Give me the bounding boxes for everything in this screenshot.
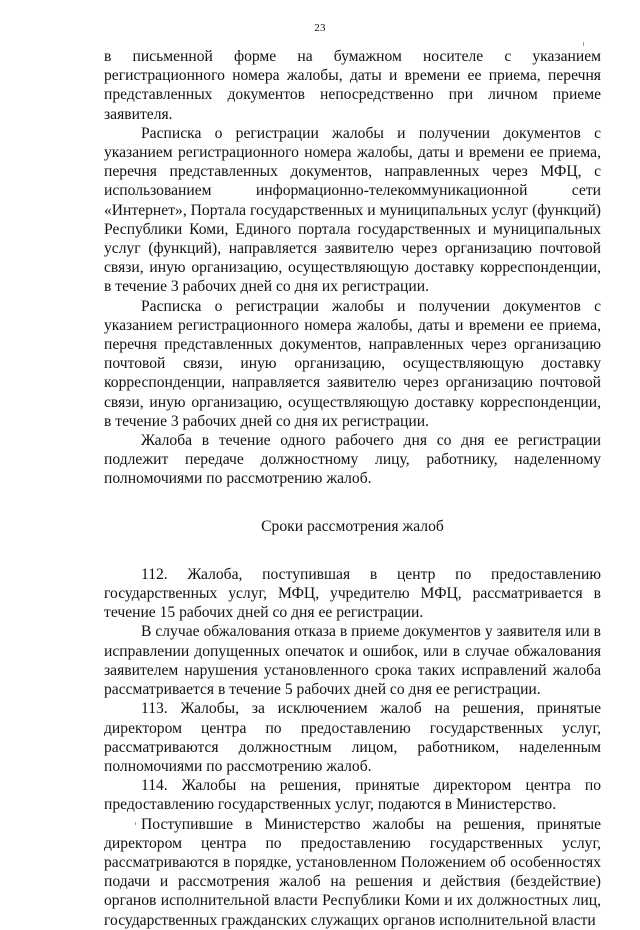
page-number: 23 [314, 22, 326, 34]
paragraph-refusal-appeal: В случае обжалования отказа в приеме документов у заявителя или в исправлении допущенных опечаток и ошибок, или в случае обжалования заявителем нарушения установленного срока таких исправлений жалоба рассматривается в течение 5 рабочих дней со дня ее регистрации. [104, 623, 601, 699]
clause-114: 114. Жалобы на решения, принятые директором центра по предоставлению государственных услуг, подаются в Министерство. [104, 777, 601, 814]
scan-speck [583, 42, 584, 46]
paragraph-receipt-post: Расписка о регистрации жалобы и получении документов с указанием регистрационного номера жалобы, даты и времени ее приема, перечня представленных документов, направленных через организацию почтовой связи, иную организацию, осуществляющую доставку корреспонденции, направляется заявителю через организацию почтовой связи, иную организацию, осуществляющую доставку корреспонденции, в течение 3 рабочих дней со дня их регистрации. [104, 297, 601, 430]
document-body [104, 47, 601, 930]
paragraph-continued: в письменной форме на бумажном носителе с указанием регистрационного номера жалобы, даты и времени ее приема, перечня представленных документов непосредственно при личном приеме заявителя. [104, 48, 601, 123]
paragraph-receipt-mfc: Расписка о регистрации жалобы и получении документов с указанием регистрационного номера жалобы, даты и времени ее приема, перечня представленных документов, направленных через МФЦ, с использованием информационно-телекоммуникационной сети «Интернет», Портала государственных и муниципальных услуг (функций) Республики Коми, Единого портала государственных и муниципальных услуг (функций), направляется заявителю через организацию почтовой связи, иную организацию, осуществляющую доставку корреспонденции, в течение 3 рабочих дней со дня их регистрации. [104, 124, 601, 296]
clause-112: 112. Жалоба, поступившая в центр по предоставлению государственных услуг, МФЦ, учредителю МФЦ, рассматривается в течение 15 рабочих дней со дня ее регистрации. [104, 565, 601, 622]
paragraph-transfer: Жалоба в течение одного рабочего дня со дня ее регистрации подлежит передаче должностному лицу, работнику, наделенному полномочиями по рассмотрению жалоб. [104, 432, 601, 488]
section-heading: Сроки рассмотрения жалоб [261, 517, 444, 535]
paragraph-ministry-review: Поступившие в Министерство жалобы на решения, принятые директором центра по предоставлению государственных услуг, рассматриваются в порядке, установленном Положением об особенностях подачи и рассмотрения жалоб на решения и действия (бездействие) органов исполнительной власти Республики Коми и их должностных лиц, государственных гражданских служащих органов исполнительной власти [104, 815, 601, 929]
clause-113: 113. Жалобы, за исключением жалоб на решения, принятые директором центра по предоставлению государственных услуг, рассматриваются должностным лицом, работником, наделенным полномочиями по рассмотрению жалоб. [104, 700, 601, 775]
